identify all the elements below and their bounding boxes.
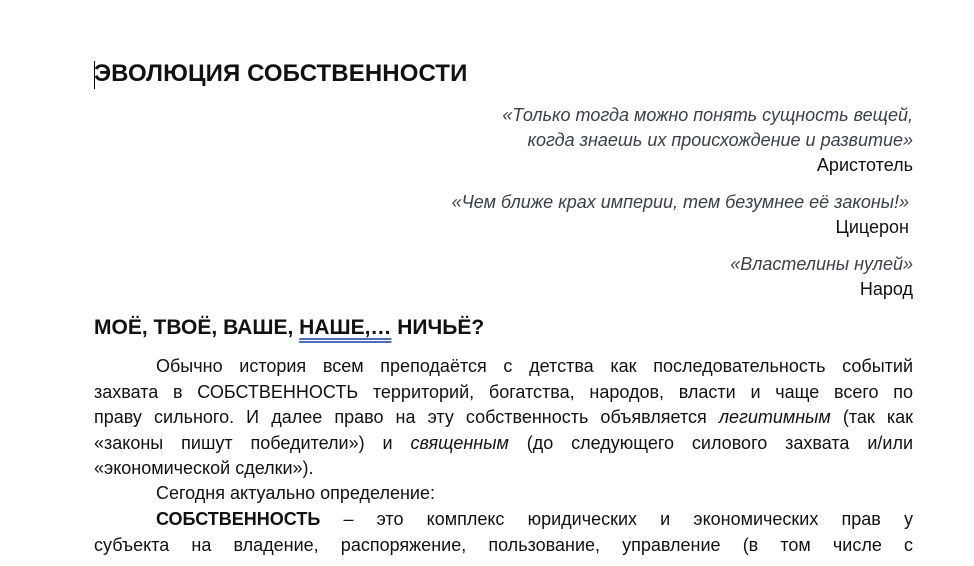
epigraph-quote-line: «Властелины нулей»	[730, 254, 913, 274]
epigraph-author: Народ	[859, 279, 913, 299]
epigraph-author: Цицерон	[835, 217, 909, 237]
epigraph-aristotle[interactable]	[502, 103, 913, 178]
document-page[interactable]	[94, 0, 913, 566]
emphasized-word: священным	[410, 432, 509, 453]
defined-term: СОБСТВЕННОСТЬ	[156, 509, 321, 529]
text-run: праву сильного. И далее право на эту собственность объявляется	[94, 407, 719, 427]
paragraph-definition-intro[interactable]	[94, 481, 913, 507]
paragraph-line	[94, 507, 913, 533]
paragraph-definition[interactable]	[94, 507, 913, 558]
epigraph-author: Аристотель	[816, 155, 913, 175]
text-run: – это комплекс юридических и экономических прав у	[320, 509, 913, 529]
text-run: «законы пишут победители») и	[94, 432, 411, 453]
section-heading-part: НИЧЬЁ?	[391, 316, 485, 339]
spellcheck-underlined-word[interactable]: НАШЕ,…	[299, 316, 392, 339]
epigraph-quote-line: когда знаешь их происхождение и развитие»	[527, 130, 913, 150]
paragraph-line: Сегодня актуально определение:	[156, 483, 435, 503]
paragraph-line: субъекта на владение, распоряжение, пользование, управление (в том числе с	[94, 534, 913, 555]
epigraph-quote-line: «Чем ближе крах империи, тем безумнее её законы!»	[451, 192, 909, 212]
emphasized-word: легитимным	[718, 407, 831, 427]
section-heading[interactable]	[94, 314, 484, 342]
epigraph-cicero[interactable]	[452, 190, 909, 240]
paragraph-line	[94, 431, 913, 457]
text-run: (до следующего силового захвата и/или	[508, 432, 913, 453]
paragraph-line	[94, 405, 913, 431]
document-title[interactable]: ЭВОЛЮЦИЯ СОБСТВЕННОСТИ	[94, 60, 468, 87]
text-run: (так как	[830, 407, 913, 427]
section-heading-part: МОЁ, ТВОЁ, ВАШЕ,	[94, 316, 300, 339]
paragraph-line: Обычно история всем преподаётся с детства как последовательность событий	[156, 356, 913, 376]
epigraph-people[interactable]	[730, 252, 913, 302]
epigraph-quote-line: «Только тогда можно понять сущность вещей,	[502, 105, 913, 125]
paragraph-line: «экономической сделки»).	[94, 458, 314, 478]
paragraph-history[interactable]	[94, 354, 913, 482]
paragraph-line: захвата в СОБСТВЕННОСТЬ территорий, богатства, народов, власти и чаще всего по	[94, 381, 913, 402]
